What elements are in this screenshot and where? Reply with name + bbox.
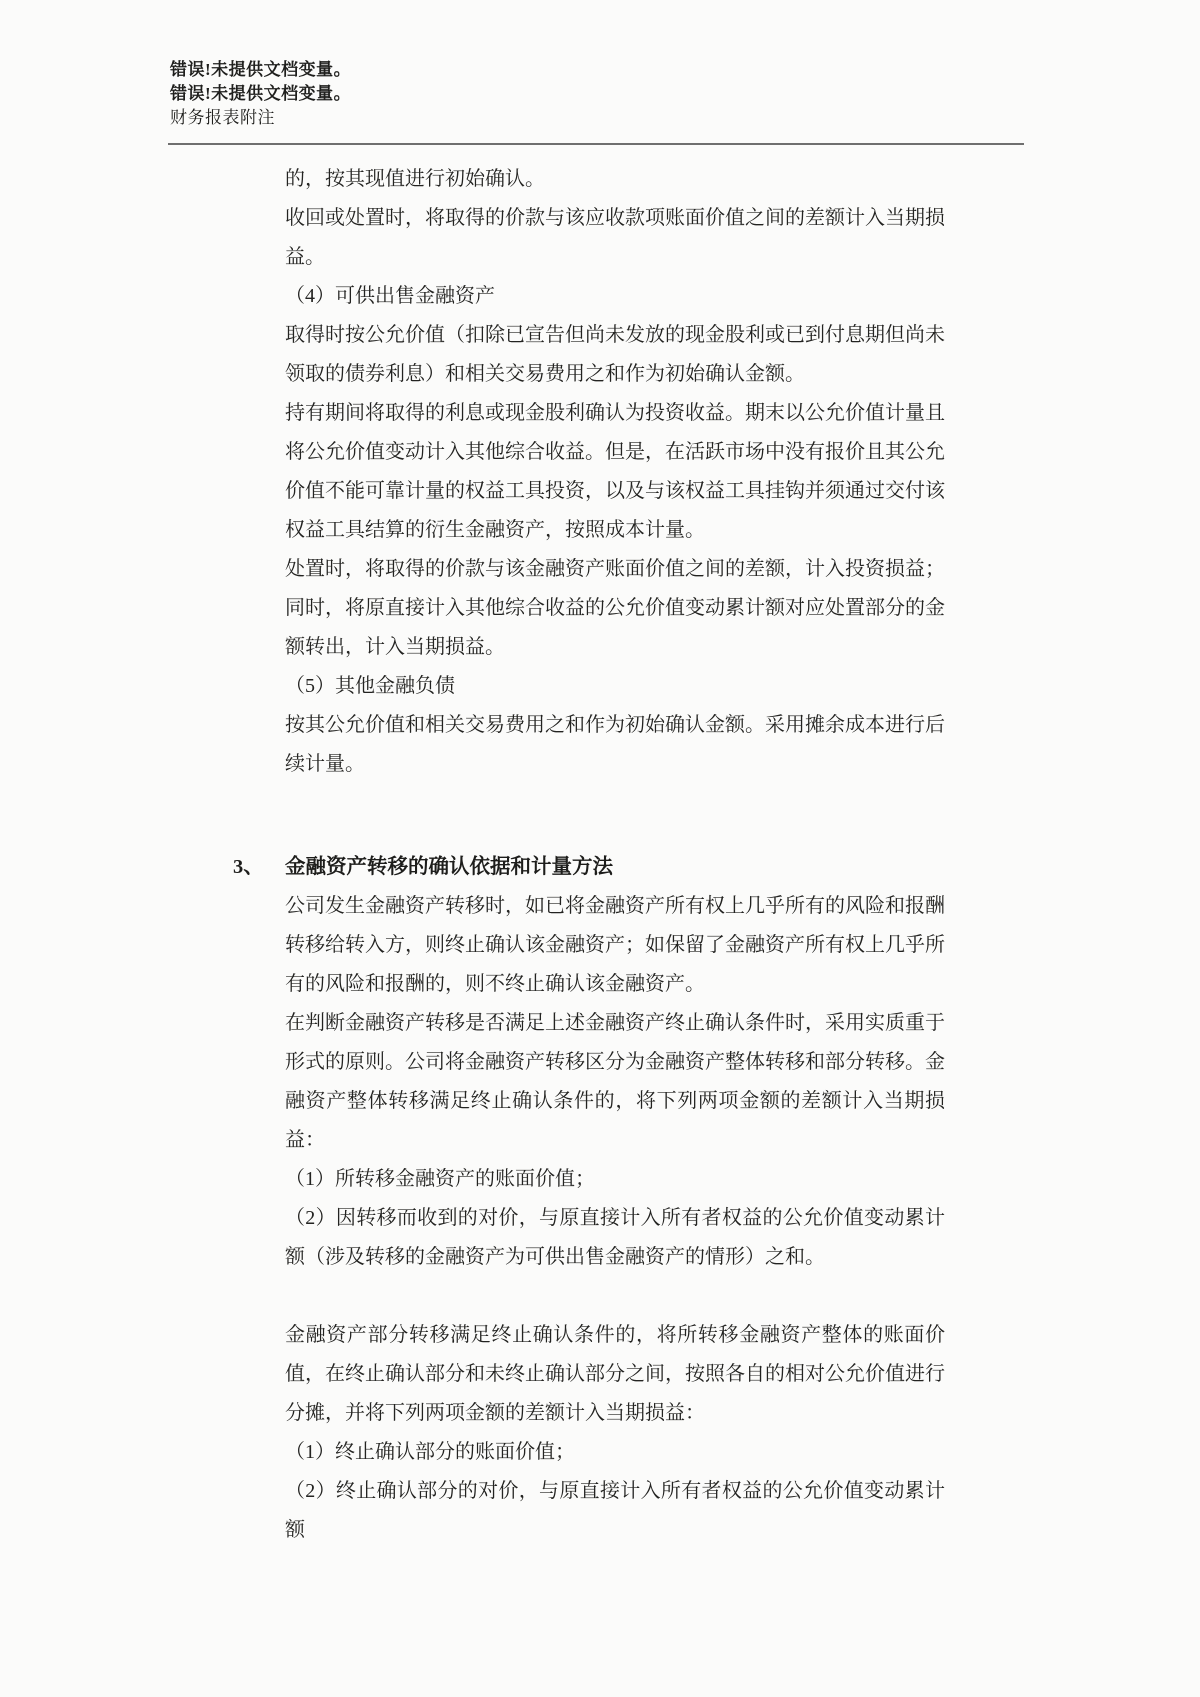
body-paragraph: （2）因转移而收到的对价，与原直接计入所有者权益的公允价值变动累计额（涉及转移的金融资产为可供出售金融资产的情形）之和。: [285, 1207, 945, 1268]
header-doc-variable-error-2: 错误!未提供文档变量。: [170, 84, 352, 103]
body-paragraph: 持有期间将取得的利息或现金股利确认为投资收益。期末以公允价值计量且将公允价值变动计入其他综合收益。但是，在活跃市场中没有报价且其公允价值不能可靠计量的权益工具投资，以及与该权益工具挂钩并须通过交付该权益工具结算的衍生金融资产，按照成本计量。: [285, 402, 945, 541]
header-notes-title: 财务报表附注: [170, 108, 275, 127]
page-header: [170, 58, 1026, 130]
body-paragraph: （1）终止确认部分的账面价值；: [285, 1441, 575, 1463]
body-paragraph: （1）所转移金融资产的账面价值；: [285, 1168, 595, 1190]
header-divider-rule: [168, 143, 1024, 145]
body-paragraph: 金融资产部分转移满足终止确认条件的，将所转移金融资产整体的账面价值，在终止确认部分和未终止确认部分之间，按照各自的相对公允价值进行分摊，并将下列两项金额的差额计入当期损益：: [285, 1324, 945, 1424]
body-paragraph: 取得时按公允价值（扣除已宣告但尚未发放的现金股利或已到付息期但尚未领取的债券利息）和相关交易费用之和作为初始确认金额。: [285, 324, 945, 385]
blank-line: [285, 1277, 945, 1316]
body-paragraph: （2）终止确认部分的对价，与原直接计入所有者权益的公允价值变动累计额: [285, 1480, 945, 1541]
section-heading-number: 3、: [233, 856, 264, 878]
document-body: [233, 160, 945, 1550]
body-paragraph: 公司发生金融资产转移时，如已将金融资产所有权上几乎所有的风险和报酬转移给转入方，则终止确认该金融资产；如保留了金融资产所有权上几乎所有的风险和报酬的，则不终止确认该金融资产。: [285, 895, 945, 995]
body-paragraph: （5）其他金融负债: [285, 675, 455, 697]
body-paragraph: （4）可供出售金融资产: [285, 285, 495, 307]
body-paragraph: 处置时，将取得的价款与该金融资产账面价值之间的差额，计入投资损益；同时，将原直接计入其他综合收益的公允价值变动累计额对应处置部分的金额转出，计入当期损益。: [285, 558, 945, 658]
body-paragraph: 按其公允价值和相关交易费用之和作为初始确认金额。采用摊余成本进行后续计量。: [285, 714, 945, 775]
section-heading: [233, 848, 945, 887]
body-paragraph: 在判断金融资产转移是否满足上述金融资产终止确认条件时，采用实质重于形式的原则。公司将金融资产转移区分为金融资产整体转移和部分转移。金融资产整体转移满足终止确认条件的，将下列两项金额的差额计入当期损益：: [285, 1012, 945, 1151]
body-paragraph: 的，按其现值进行初始确认。: [285, 168, 545, 190]
header-doc-variable-error-1: 错误!未提供文档变量。: [170, 60, 352, 79]
section-heading-title: 金融资产转移的确认依据和计量方法: [285, 856, 613, 878]
body-paragraph: 收回或处置时，将取得的价款与该应收款项账面价值之间的差额计入当期损益。: [285, 207, 945, 268]
